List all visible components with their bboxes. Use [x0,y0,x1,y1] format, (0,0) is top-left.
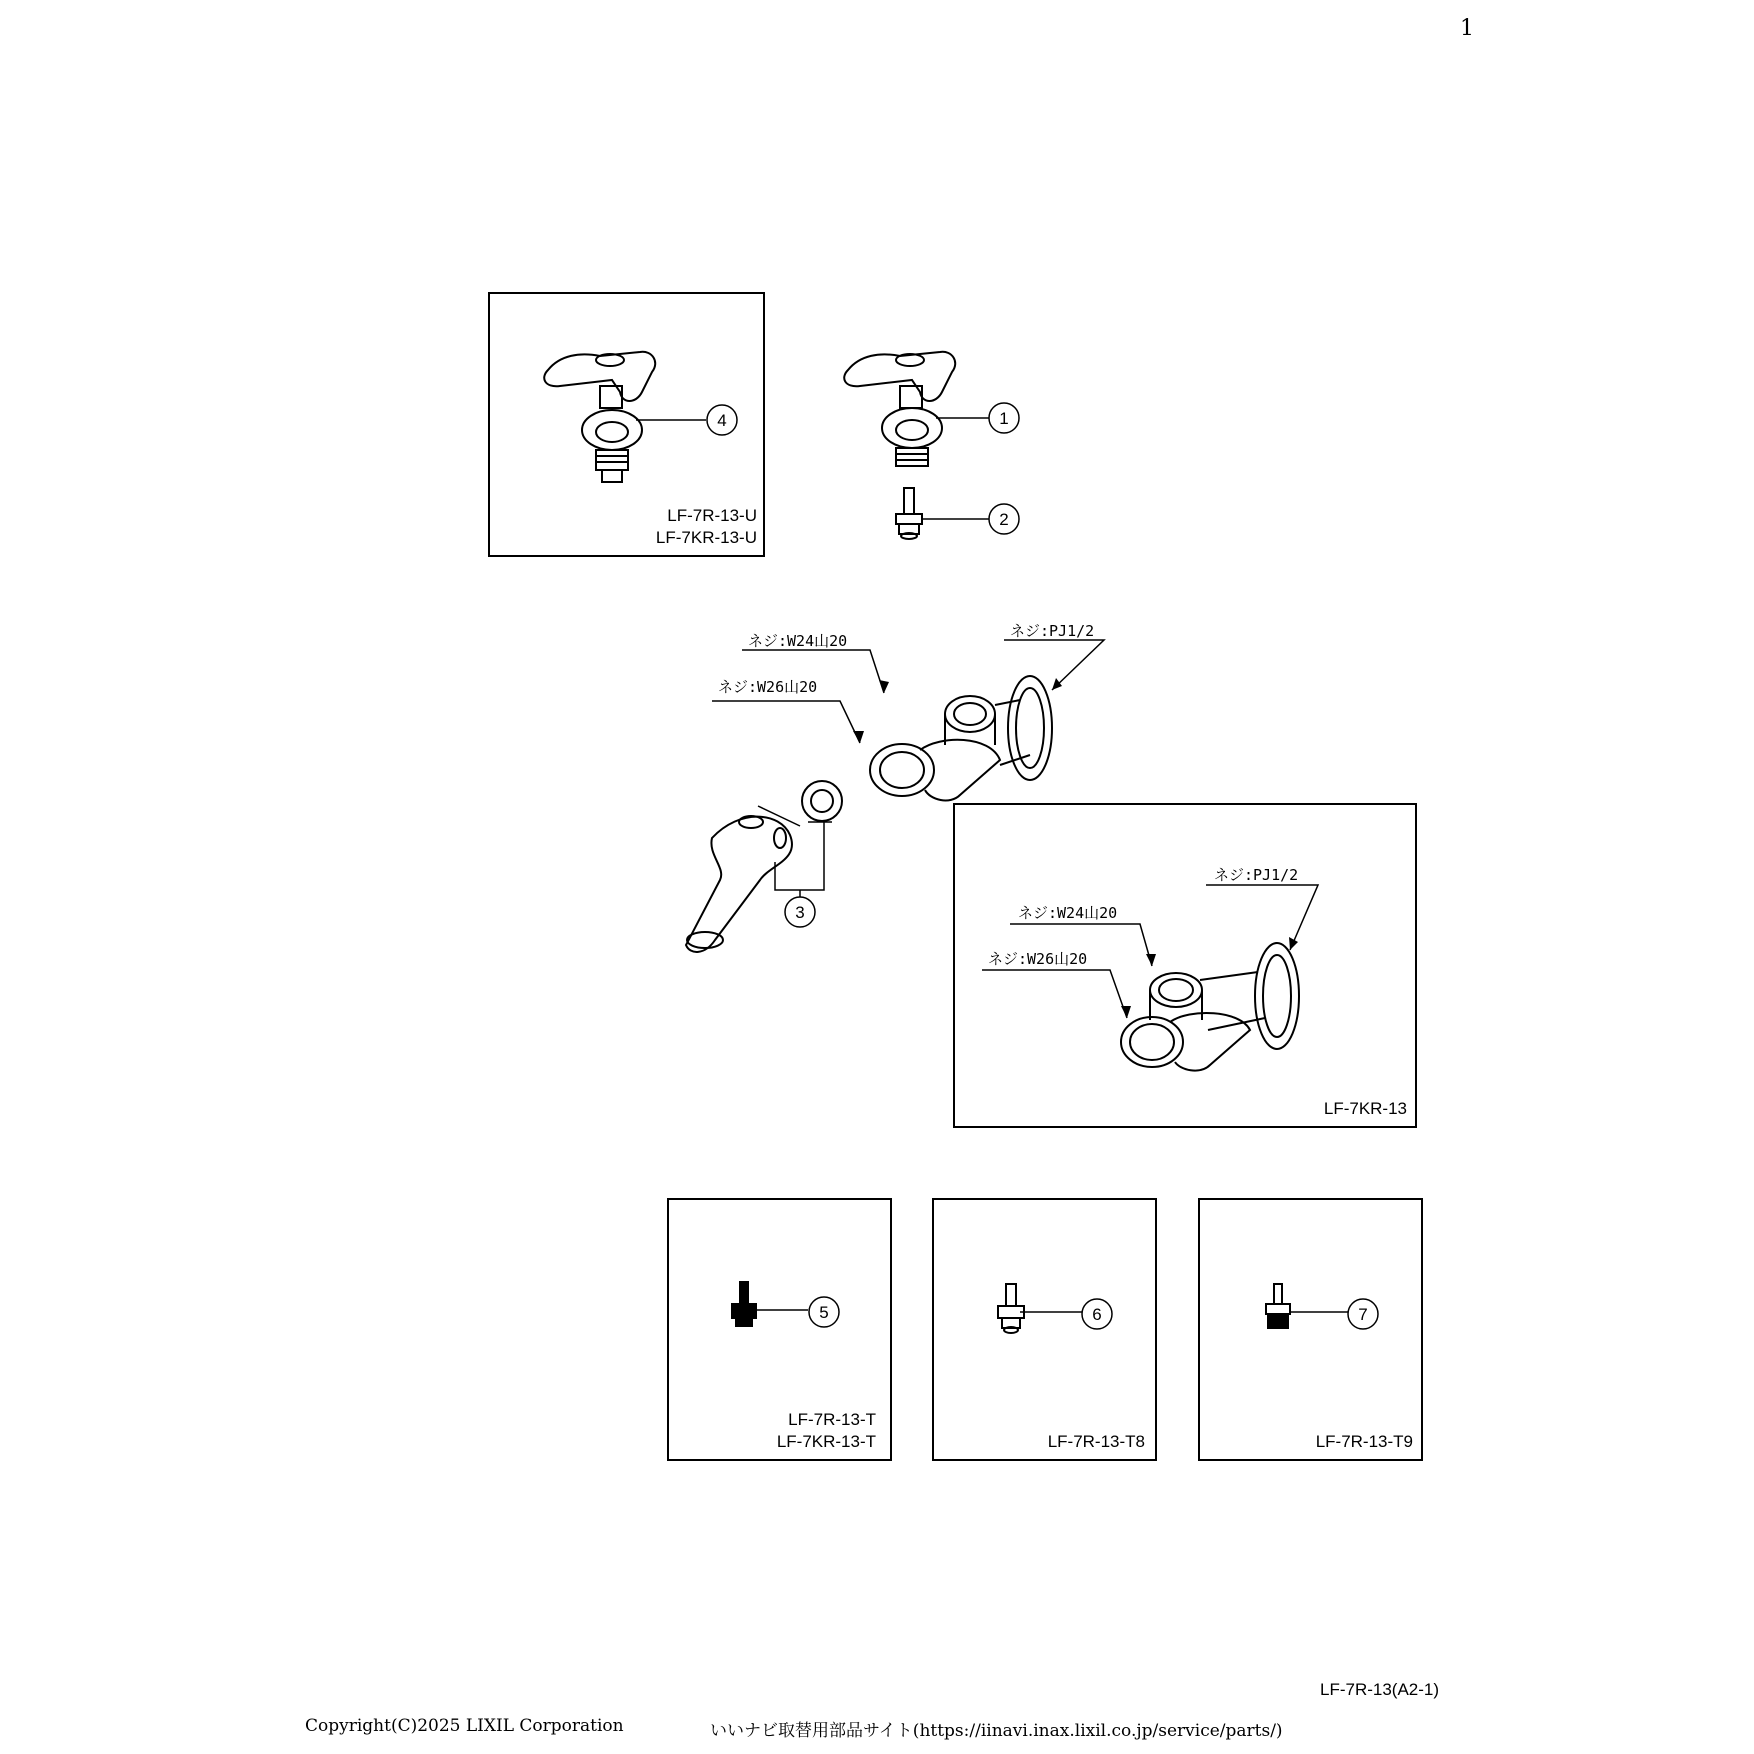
model-label-u-2: LF-7KR-13-U [655,528,757,547]
thread-label-w26-main: ネジ:W26山20 [718,678,818,696]
model-label-t9: LF-7R-13-T9 [1315,1432,1413,1451]
callout-7: 7 [1358,1305,1368,1324]
callout-2: 2 [999,510,1009,529]
thread-label-w26-kr: ネジ:W26山20 [988,950,1088,968]
model-label-t-2: LF-7KR-13-T [776,1432,876,1451]
model-label-u-1: LF-7R-13-U [667,506,757,525]
callout-3: 3 [795,903,805,922]
box-part-5 [667,1198,892,1461]
spout-drawing-3 [686,781,842,952]
box-part-6 [932,1198,1157,1461]
spindle-handle-drawing-1 [844,352,955,466]
model-label-kr: LF-7KR-13 [1323,1099,1407,1118]
thread-label-w24-main: ネジ:W24山20 [748,632,848,650]
drawing-id: LF-7R-13(A2-1) [1320,1680,1440,1699]
thread-label-pj-main: ネジ:PJ1/2 [1010,622,1095,640]
model-label-t-1: LF-7R-13-T [788,1410,876,1429]
model-label-t8: LF-7R-13-T8 [1047,1432,1145,1451]
faucet-body-drawing [870,676,1052,800]
box-part-4 [488,292,765,557]
callout-4: 4 [717,411,727,430]
box-part-7 [1198,1198,1423,1461]
callout-1: 1 [999,409,1009,428]
thread-label-pj-kr: ネジ:PJ1/2 [1214,866,1299,884]
valve-top-drawing-2 [896,488,922,539]
parts-site-link[interactable]: いいナビ取替用部品サイト(https://iinavi.inax.lixil.co.jp/service/parts/) [710,1721,1283,1741]
callout-5: 5 [819,1303,829,1322]
copyright-text: Copyright(C)2025 LIXIL Corporation [305,1716,624,1736]
callout-6: 6 [1092,1305,1102,1324]
thread-label-w24-kr: ネジ:W24山20 [1018,904,1118,922]
page-number: 1 [1460,16,1474,41]
